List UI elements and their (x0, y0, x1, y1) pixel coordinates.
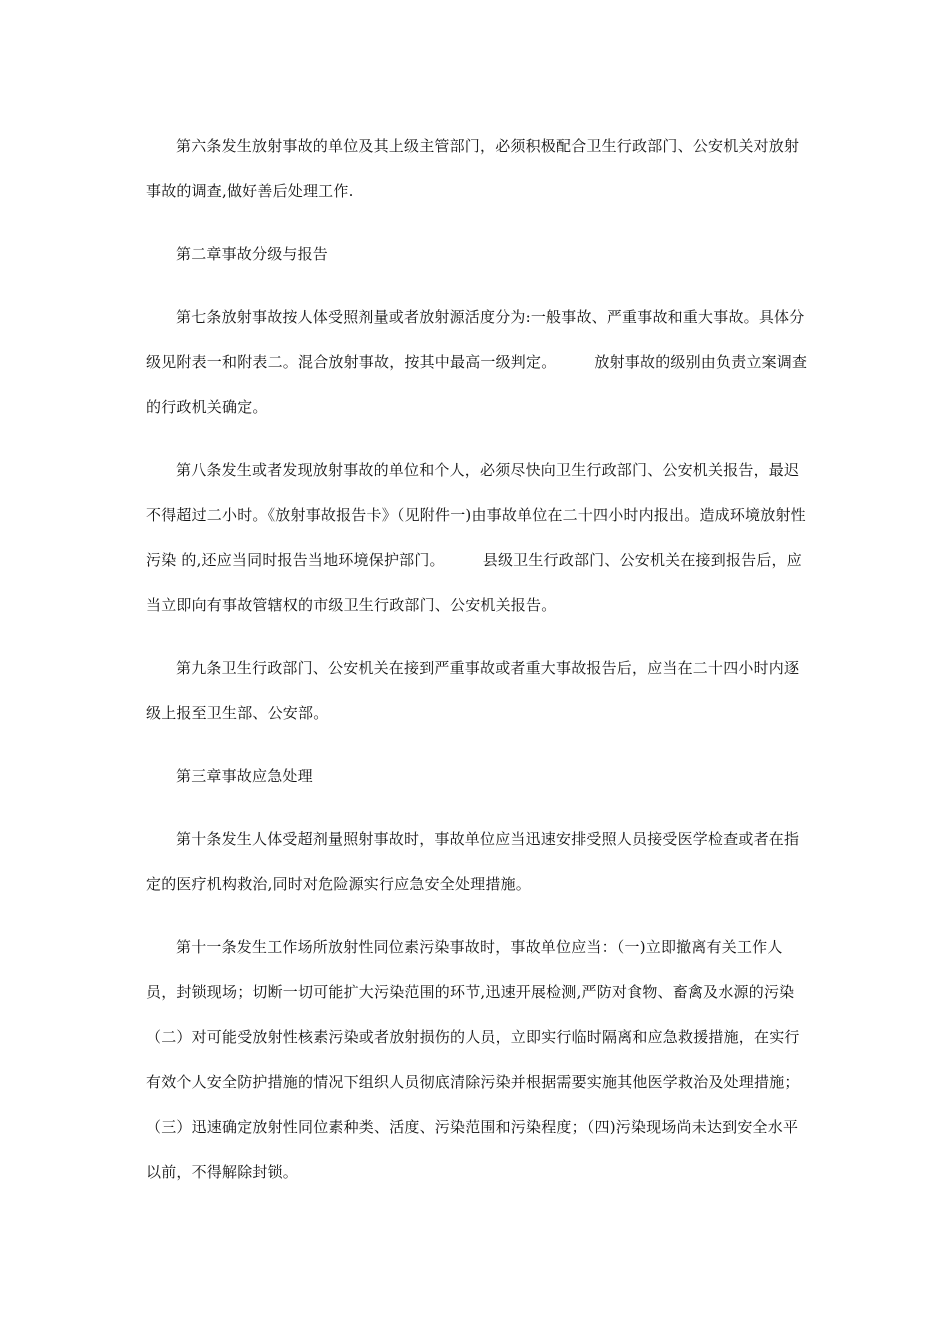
article-8-text-part-2: 县级卫生行政部门、公安机关在接到报告后，应当立即向有事故管辖权的市级卫生行政部门、公安机关报告。 (146, 551, 802, 614)
chapter-3-title: 第三章事故应急处理 (176, 767, 313, 785)
chapter-3-heading (146, 754, 808, 799)
article-9-text: 第九条卫生行政部门、公安机关在接到严重事故或者重大事故报告后，应当在二十四小时内逐级上报至卫生部、公安部。 (146, 659, 800, 722)
article-11-paragraph (146, 925, 808, 1195)
article-7-paragraph (146, 295, 808, 430)
article-11-text: 第十一条发生工作场所放射性同位素污染事故时，事故单位应当：（一)立即撤离有关工作人员，封锁现场；切断一切可能扩大污染范围的环节,迅速开展检测,严防对食物、畜禽及水源的污染（二）对可能受放射性核素污染或者放射损伤的人员，立即实行临时隔离和应急救援措施，在实行有效个人安全防护措施的情况下组织人员彻底清除污染并根据需要实施其他医学救治及处理措施；（三）迅速确定放射性同位素种类、活度、污染范围和污染程度；（四)污染现场尚未达到安全水平以前，不得解除封锁。 (146, 938, 800, 1181)
document-content (146, 124, 808, 1213)
chapter-2-heading (146, 232, 808, 277)
article-8-text-part-1: 第八条发生或者发现放射事故的单位和个人，必须尽快向卫生行政部门、公安机关报告，最迟不得超过二小时。《放射事故报告卡》（见附件一)由事故单位在二十四小时内报出。造成环境放射性污染 的,还应当同时报告当地环境保护部门。 (146, 461, 806, 569)
chapter-2-title: 第二章事故分级与报告 (176, 245, 329, 263)
article-10-text: 第十条发生人体受超剂量照射事故时，事故单位应当迅速安排受照人员接受医学检查或者在指定的医疗机构救治,同时对危险源实行应急安全处理措施。 (146, 830, 800, 893)
article-8-paragraph (146, 448, 808, 628)
article-10-paragraph (146, 817, 808, 907)
article-7-text-part-1: 第七条放射事故按人体受照剂量或者放射源活度分为:一般事故、严重事故和重大事故。具体分级见附表一和附表二。混合放射事故，按其中最高一级判定。 (146, 308, 805, 371)
article-6-text: 第六条发生放射事故的单位及其上级主管部门，必须积极配合卫生行政部门、公安机关对放射事故的调查,做好善后处理工作. (146, 137, 800, 200)
article-6-paragraph (146, 124, 808, 214)
article-7-text-part-2: 放射事故的级别由负责立案调查的行政机关确定。 (146, 353, 808, 416)
article-9-paragraph (146, 646, 808, 736)
